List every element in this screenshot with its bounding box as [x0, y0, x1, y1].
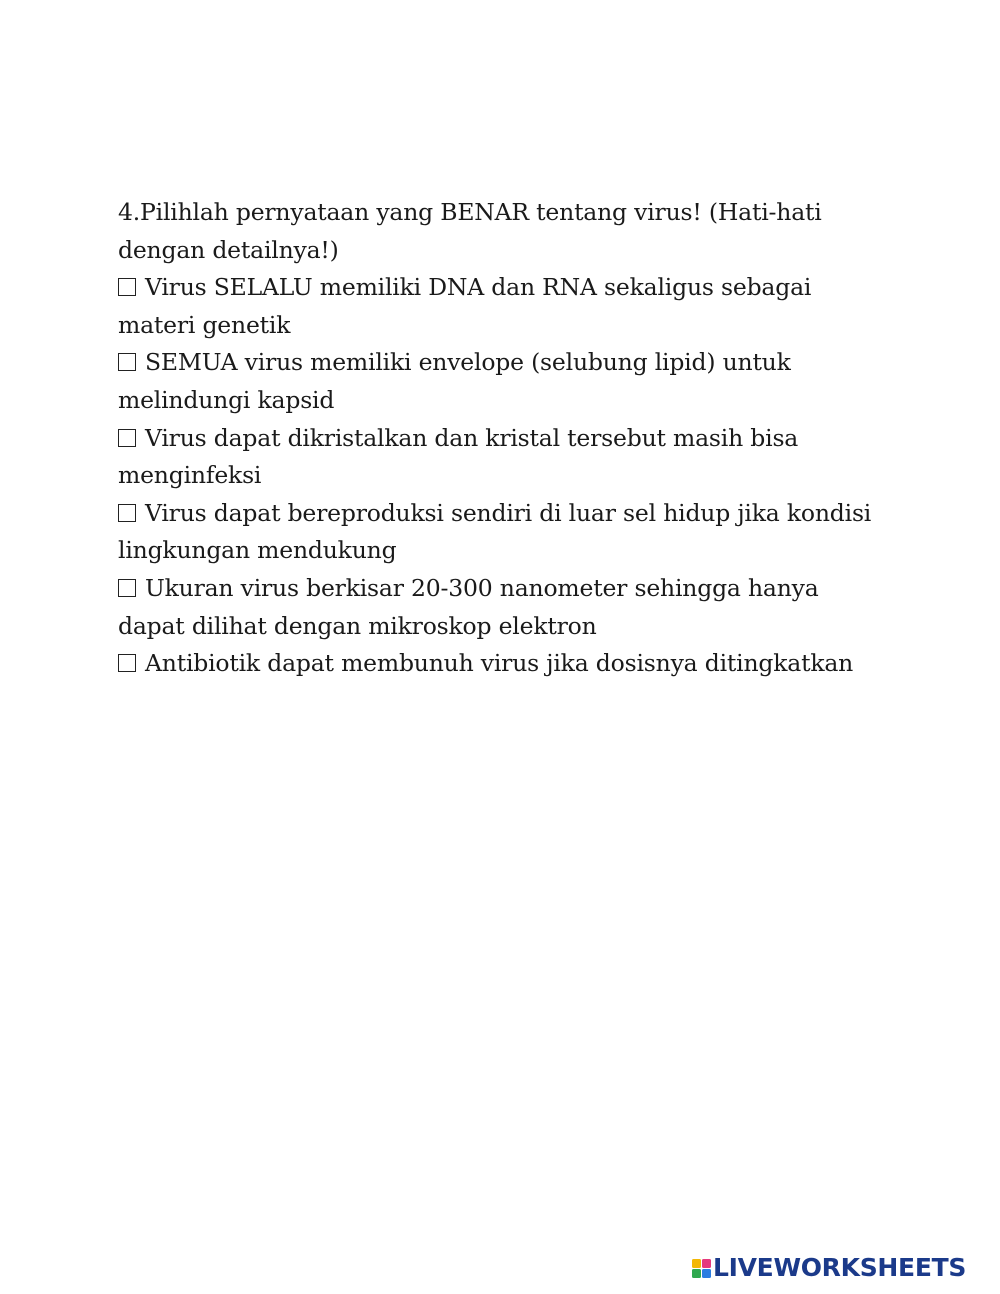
answer-options — [118, 269, 888, 683]
question-text: 4.Pilihlah pernyataan yang BENAR tentang virus! (Hati-hati dengan detailnya!) — [118, 198, 822, 264]
checkbox-icon[interactable] — [118, 278, 136, 296]
answer-option-label: SEMUA virus memiliki envelope (selubung lipid) untuk melindungi kapsid — [118, 348, 791, 414]
answer-option — [118, 570, 888, 645]
liveworksheets-logo — [692, 1253, 966, 1283]
logo-tile — [692, 1269, 701, 1278]
checkbox-icon[interactable] — [118, 353, 136, 371]
worksheet-content — [118, 194, 888, 683]
logo-tile — [702, 1259, 711, 1268]
answer-option — [118, 645, 888, 683]
answer-option-label: Antibiotik dapat membunuh virus jika dosisnya ditingkatkan — [145, 649, 854, 678]
checkbox-icon[interactable] — [118, 429, 136, 447]
answer-option-label: Virus SELALU memiliki DNA dan RNA sekaligus sebagai materi genetik — [118, 273, 812, 339]
answer-option-label: Virus dapat bereproduksi sendiri di luar sel hidup jika kondisi lingkungan mendukung — [118, 498, 872, 565]
answer-option — [118, 420, 888, 495]
answer-option-label: Ukuran virus berkisar 20-300 nanometer sehingga hanya dapat dilihat dengan mikroskop elektron — [118, 573, 819, 640]
answer-option — [118, 495, 888, 570]
checkbox-icon[interactable] — [118, 579, 136, 597]
logo-tile — [702, 1269, 711, 1278]
answer-option-label: Virus dapat dikristalkan dan kristal tersebut masih bisa menginfeksi — [118, 423, 799, 490]
answer-option — [118, 269, 888, 344]
answer-option — [118, 344, 888, 419]
checkbox-icon[interactable] — [118, 504, 136, 522]
logo-icon — [692, 1259, 711, 1278]
logo-text: LIVEWORKSHEETS — [713, 1253, 967, 1282]
logo-tile — [692, 1259, 701, 1268]
checkbox-icon[interactable] — [118, 654, 136, 672]
